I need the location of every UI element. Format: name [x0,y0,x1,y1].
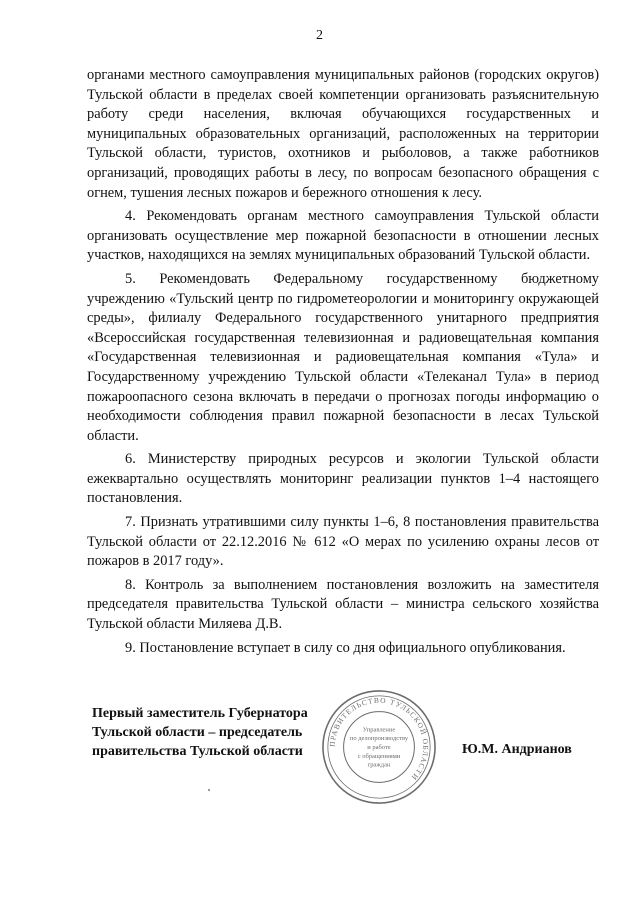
paragraph-item-7: 7. Признать утратившими силу пункты 1–6, 8 постановления правительства Тульской области от 22.12.2016 № 612 «О мерах по усилению охраны лесов от пожаров в 2017 году». [87,514,599,570]
seal-center-line-4: с обращениями [357,752,401,760]
paragraph-item-6: 6. Министерству природных ресурсов и экологии Тульской области ежеквартально осуществлять мониторинг реализации пунктов 1–4 настоящего постановления. [87,451,599,507]
paragraph-continuation: органами местного самоуправления муниципальных районов (городских округов) Тульской области в пределах своей компетенции организовать разъяснительную работу среди населения, включая обучающихся государственных и муниципальных образовательных организаций, расположенных на территории Тульской области, туристов, охотников и рыболовов, а также работников организаций, проводящих работы в лесу, по вопросам безопасного обращения с огнем, тушения лесных пожаров и бережного отношения к лесу. [87,67,599,201]
page-number: 2 [316,28,323,43]
paragraph-item-9: 9. Постановление вступает в силу со дня официального опубликования. [125,639,566,656]
seal-center-line-3: и работе [367,743,391,751]
signature-title [92,704,308,761]
paragraph-item-4: 4. Рекомендовать органам местного самоуправления Тульской области организовать осуществление мер пожарной безопасности в отношении лесных участков, находящихся на землях муниципальных образований Тульской области. [87,208,599,264]
seal-center-line-5: граждан [367,761,391,769]
signature-title-line-2: Тульской области – председатель [92,725,303,740]
seal-center-line-2: по делопроизводству [349,735,409,743]
signature-title-line-3: правительства Тульской области [92,744,303,759]
paragraph-item-5: 5. Рекомендовать Федеральному государственному бюджетному учреждению «Тульский центр по гидрометеорологии и мониторингу окружающей среды», филиалу Федерального государственного унитарного предприятия «Всероссийская государственная телевизионная и радиовещательная компания «Государственная телевизионная и радиовещательная компания «Тула» и Государственному учреждению Тульской области «Телеканал Тула» в период пожароопасного сезона включать в передачи о прогнозах погоды информацию о необходимости соблюдения правил пожарной безопасности в лесах Тульской области. [87,270,599,444]
paragraph-item-8: 8. Контроль за выполнением постановления возложить на заместителя председателя правительства Тульской области – министра сельского хозяйства Тульской области Миляева Д.В. [87,576,599,633]
document-body [87,66,599,662]
signature-title-line-1: Первый заместитель Губернатора [92,706,308,721]
official-seal-stamp [320,688,438,806]
seal-ring-text: ПРАВИТЕЛЬСТВО ТУЛЬСКОЙ ОБЛАСТИ [327,695,431,783]
scan-speck [208,789,210,791]
signer-name: Ю.М. Андрианов [462,742,572,757]
seal-center-line-1: Управление [362,726,396,734]
